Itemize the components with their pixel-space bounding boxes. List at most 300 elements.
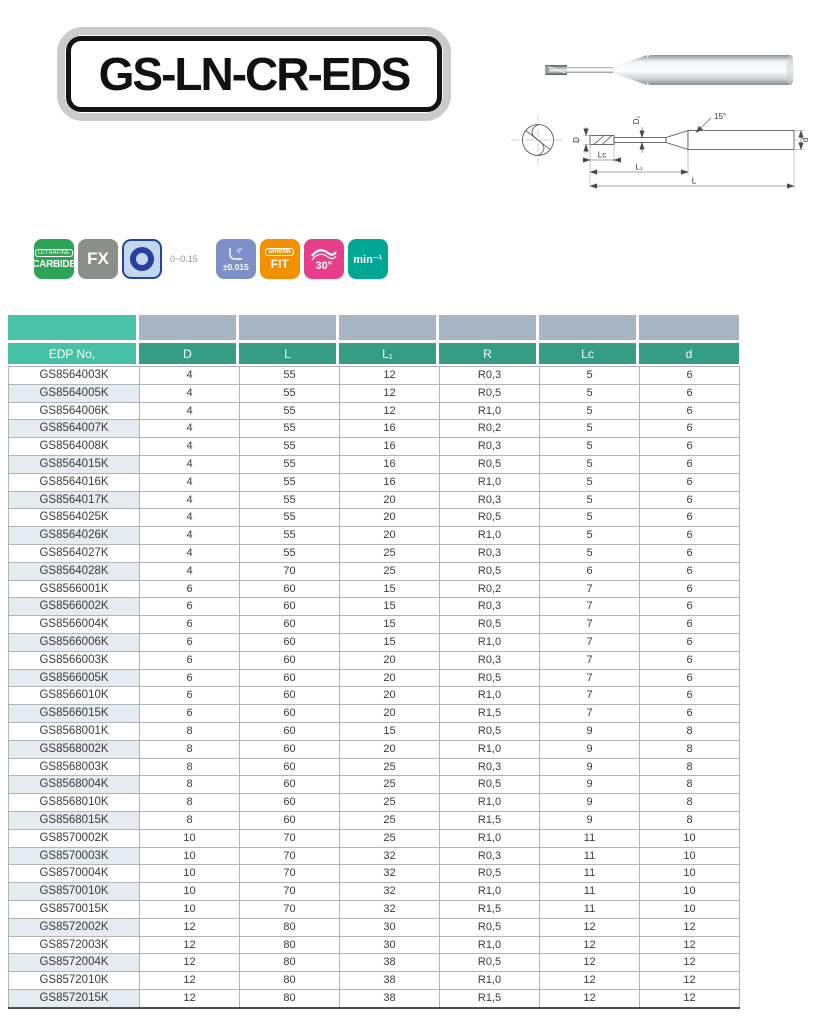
cell-R: R1,0 [440,402,540,420]
cell-L1: 12 [340,367,440,385]
table-body [9,367,740,1008]
cell-R: R0,3 [440,847,540,865]
cell-L1: 30 [340,936,440,954]
table-row [9,954,740,972]
cell-D: 6 [140,633,240,651]
cell-D: 4 [140,420,240,438]
cell-Lc: 7 [540,669,640,687]
cell-D: 4 [140,527,240,545]
table-row [9,367,740,385]
cell-edp-no: GS8564025K [9,509,140,527]
cell-edp-no: GS8564017K [9,491,140,509]
fx-coating-badge [78,239,118,279]
table-row [9,776,740,794]
cell-Lc: 7 [540,598,640,616]
table-row [9,900,740,918]
cell-D: 4 [140,455,240,473]
cell-R: R1,0 [440,740,540,758]
cell-R: R0,5 [440,562,540,580]
cell-L: 80 [240,989,340,1007]
cell-L: 55 [240,367,340,385]
table-row [9,811,740,829]
cell-D: 8 [140,811,240,829]
column-header-Lc: Lc [539,343,636,364]
cell-L: 70 [240,900,340,918]
cell-D: 8 [140,740,240,758]
cell-L1: 32 [340,865,440,883]
table-row [9,758,740,776]
cell-Lc: 5 [540,384,640,402]
cell-R: R0,3 [440,758,540,776]
cell-Lc: 9 [540,776,640,794]
cell-edp-no: GS8572015K [9,989,140,1007]
cell-Lc: 11 [540,865,640,883]
cell-edp-no: GS8568004K [9,776,140,794]
cell-d: 12 [640,936,740,954]
cell-R: R0,5 [440,865,540,883]
cell-d: 10 [640,900,740,918]
cell-Lc: 9 [540,722,640,740]
cell-d: 6 [640,705,740,723]
cell-L1: 25 [340,794,440,812]
cell-L: 70 [240,847,340,865]
cell-D: 10 [140,847,240,865]
end-mill-image [545,55,794,85]
cell-edp-no: GS8564015K [9,455,140,473]
cell-L: 60 [240,705,340,723]
fx-label: FX [87,249,109,268]
feature-badges [34,238,388,280]
cell-D: 10 [140,829,240,847]
cell-L1: 15 [340,580,440,598]
cell-L: 55 [240,455,340,473]
cell-D: 12 [140,936,240,954]
cell-Lc: 5 [540,438,640,456]
cell-Lc: 11 [540,883,640,901]
cell-L: 70 [240,562,340,580]
table-row [9,705,740,723]
cell-Lc: 5 [540,491,640,509]
dimension-L [590,150,794,190]
product-title-inner-frame [66,36,442,112]
table-row [9,438,740,456]
cell-L1: 20 [340,651,440,669]
cell-R: R0,5 [440,954,540,972]
cell-d: 8 [640,740,740,758]
cell-L: 60 [240,687,340,705]
table-row [9,473,740,491]
cell-L: 60 [240,811,340,829]
cell-d: 6 [640,687,740,705]
cell-D: 4 [140,384,240,402]
cell-L1: 32 [340,900,440,918]
cell-D: 4 [140,438,240,456]
cell-Lc: 12 [540,918,640,936]
cell-edp-no: GS8564016K [9,473,140,491]
cell-R: R0,5 [440,384,540,402]
cell-d: 8 [640,722,740,740]
cell-L: 60 [240,669,340,687]
cell-R: R1,0 [440,794,540,812]
cell-d: 6 [640,651,740,669]
cell-edp-no: GS8564007K [9,420,140,438]
cell-L: 70 [240,883,340,901]
cell-d: 6 [640,402,740,420]
table-row [9,972,740,990]
cell-L: 60 [240,740,340,758]
cell-Lc: 7 [540,687,640,705]
cell-R: R0,5 [440,669,540,687]
cell-D: 4 [140,562,240,580]
table-row [9,527,740,545]
cell-L1: 25 [340,811,440,829]
cell-R: R1,0 [440,687,540,705]
cell-Lc: 11 [540,900,640,918]
cell-L1: 16 [340,455,440,473]
cell-D: 8 [140,776,240,794]
cell-D: 4 [140,367,240,385]
cell-L: 60 [240,633,340,651]
cell-D: 4 [140,491,240,509]
cell-R: R0,5 [440,776,540,794]
table-row [9,722,740,740]
cell-edp-no: GS8564008K [9,438,140,456]
cell-Lc: 5 [540,509,640,527]
cell-edp-no: GS8570004K [9,865,140,883]
cell-D: 6 [140,651,240,669]
cell-d: 10 [640,829,740,847]
table-header-row [8,343,740,364]
stripe-cell [8,315,136,340]
table-row [9,562,740,580]
cell-Lc: 7 [540,633,640,651]
table-top-stripe [8,315,740,340]
shrink-label: SHRINK [265,248,294,256]
cell-R: R1,5 [440,811,540,829]
cell-L1: 20 [340,509,440,527]
cell-R: R0,2 [440,420,540,438]
cell-L1: 15 [340,616,440,634]
dim-label-d: d [801,137,810,143]
cell-L: 60 [240,758,340,776]
cell-D: 12 [140,972,240,990]
table-row [9,616,740,634]
table-row [9,491,740,509]
table-row [9,883,740,901]
cell-L: 80 [240,936,340,954]
carbide-label: CARBIDE [32,258,76,270]
cell-R: R0,3 [440,544,540,562]
cell-D: 4 [140,473,240,491]
cell-R: R1,5 [440,900,540,918]
table-row [9,829,740,847]
cell-edp-no: GS8572002K [9,918,140,936]
column-header-d: d [639,343,739,364]
cell-L: 80 [240,972,340,990]
cell-D: 4 [140,509,240,527]
cell-Lc: 7 [540,580,640,598]
stripe-cell [639,315,739,340]
cell-L1: 25 [340,829,440,847]
cell-L1: 12 [340,402,440,420]
dim-label-D1: D₁ [632,115,641,125]
column-header-L1: L₁ [339,343,436,364]
cell-Lc: 7 [540,705,640,723]
cell-d: 12 [640,954,740,972]
column-header-L: L [239,343,336,364]
cell-L1: 20 [340,687,440,705]
ultrafine-carbide-badge [34,239,74,279]
cell-Lc: 9 [540,758,640,776]
cell-edp-no: GS8566004K [9,616,140,634]
cell-d: 6 [640,633,740,651]
cell-d: 6 [640,420,740,438]
cell-L1: 25 [340,776,440,794]
cell-R: R0,2 [440,580,540,598]
cell-Lc: 12 [540,989,640,1007]
cell-Lc: 5 [540,455,640,473]
column-header-R: R [439,343,536,364]
cell-L1: 16 [340,473,440,491]
cell-D: 6 [140,616,240,634]
cell-edp-no: GS8566002K [9,598,140,616]
cell-L1: 12 [340,384,440,402]
cell-d: 6 [640,669,740,687]
cell-d: 10 [640,865,740,883]
cell-d: 12 [640,972,740,990]
cell-D: 6 [140,598,240,616]
cell-R: R1,5 [440,705,540,723]
cell-d: 6 [640,562,740,580]
cell-R: R0,3 [440,491,540,509]
cell-D: 6 [140,580,240,598]
corner-radius-icon [227,247,245,261]
cell-L: 60 [240,794,340,812]
cell-d: 6 [640,616,740,634]
cell-L1: 32 [340,883,440,901]
cell-d: 6 [640,455,740,473]
cell-L1: 16 [340,438,440,456]
rpm-label: min⁻¹ [353,253,383,266]
table-row [9,420,740,438]
table-row [9,598,740,616]
dimension-drawing [498,106,812,200]
cell-L: 60 [240,776,340,794]
cell-edp-no: GS8568010K [9,794,140,812]
dim-label-L1: L₁ [635,162,643,172]
end-mill-photo [533,40,805,100]
table-row [9,936,740,954]
cell-Lc: 5 [540,402,640,420]
circle-icon [130,247,154,271]
table-row [9,633,740,651]
cell-D: 12 [140,954,240,972]
cell-edp-no: GS8570003K [9,847,140,865]
cell-d: 6 [640,509,740,527]
cell-Lc: 12 [540,972,640,990]
cell-L: 80 [240,918,340,936]
cell-L: 55 [240,509,340,527]
tolerance-badge [216,239,256,279]
cell-L: 60 [240,722,340,740]
cell-L1: 32 [340,847,440,865]
cell-L1: 25 [340,758,440,776]
cell-edp-no: GS8564026K [9,527,140,545]
cell-L1: 25 [340,544,440,562]
cell-edp-no: GS8572003K [9,936,140,954]
cell-L: 55 [240,420,340,438]
cell-L: 55 [240,473,340,491]
helix-wave-icon [311,247,337,261]
cell-edp-no: GS8564005K [9,384,140,402]
cell-L: 55 [240,491,340,509]
cell-L1: 20 [340,491,440,509]
cell-R: R0,5 [440,722,540,740]
angle-label: 15° [714,112,727,121]
table-row [9,651,740,669]
dimension-Lc [583,145,621,187]
cell-d: 6 [640,438,740,456]
ultrafine-label: ULTRAFINE [35,249,73,257]
stripe-cell [139,315,236,340]
cell-d: 12 [640,989,740,1007]
cell-D: 4 [140,544,240,562]
cell-L: 60 [240,580,340,598]
table-row [9,989,740,1007]
cell-L1: 25 [340,562,440,580]
cell-edp-no: GS8566010K [9,687,140,705]
cell-L: 60 [240,616,340,634]
cell-d: 6 [640,598,740,616]
cell-L: 60 [240,598,340,616]
table-row [9,402,740,420]
stripe-cell [339,315,436,340]
cell-edp-no: GS8570010K [9,883,140,901]
table-row [9,918,740,936]
cell-D: 12 [140,918,240,936]
cell-R: R0,5 [440,455,540,473]
dimension-angle [696,112,726,133]
table-row [9,455,740,473]
table-row [9,794,740,812]
cell-R: R1,0 [440,829,540,847]
cell-L: 55 [240,527,340,545]
cell-edp-no: GS8570002K [9,829,140,847]
cell-L1: 16 [340,420,440,438]
cell-edp-no: GS8568003K [9,758,140,776]
cell-D: 6 [140,705,240,723]
cell-edp-no: GS8566003K [9,651,140,669]
fit-label: FIT [270,256,289,271]
cell-R: R0,3 [440,438,540,456]
cell-Lc: 7 [540,616,640,634]
cell-d: 6 [640,491,740,509]
cell-Lc: 9 [540,794,640,812]
dim-label-D: D [572,137,581,143]
cell-Lc: 9 [540,811,640,829]
cell-d: 10 [640,847,740,865]
cell-D: 12 [140,989,240,1007]
cell-L1: 20 [340,669,440,687]
cell-d: 6 [640,473,740,491]
cell-d: 6 [640,367,740,385]
column-header-D: D [139,343,236,364]
spec-data-table [8,366,740,1009]
spec-table [8,315,740,1009]
cell-R: R1,0 [440,936,540,954]
cell-R: R0,3 [440,651,540,669]
cell-d: 6 [640,544,740,562]
cell-R: R1,0 [440,527,540,545]
radius-range-text: 0~0.15 [170,254,198,264]
cell-edp-no: GS8566015K [9,705,140,723]
cell-L: 55 [240,384,340,402]
cell-D: 10 [140,865,240,883]
cell-d: 6 [640,384,740,402]
cell-L1: 38 [340,954,440,972]
cell-D: 6 [140,669,240,687]
cell-R: R0,5 [440,918,540,936]
cell-d: 8 [640,776,740,794]
cell-Lc: 5 [540,367,640,385]
helix-angle-value: 30° [315,259,333,272]
end-view [511,115,565,165]
table-row [9,544,740,562]
product-title: GS-LN-CR-EDS [98,48,410,100]
cell-edp-no: GS8564003K [9,367,140,385]
cell-L1: 20 [340,527,440,545]
cell-R: R0,3 [440,598,540,616]
cell-L1: 30 [340,918,440,936]
cell-D: 8 [140,758,240,776]
cell-R: R0,3 [440,367,540,385]
cell-D: 8 [140,794,240,812]
table-row [9,580,740,598]
dim-label-L: L [691,176,697,186]
cell-d: 8 [640,811,740,829]
helix-angle-badge [304,239,344,279]
cell-D: 4 [140,402,240,420]
cell-Lc: 11 [540,829,640,847]
cell-edp-no: GS8570015K [9,900,140,918]
table-row [9,509,740,527]
cell-L: 55 [240,402,340,420]
cell-Lc: 6 [540,562,640,580]
cell-edp-no: GS8564027K [9,544,140,562]
cell-D: 8 [140,722,240,740]
cell-Lc: 12 [540,936,640,954]
cell-L1: 15 [340,598,440,616]
cell-L: 70 [240,829,340,847]
cell-L: 80 [240,954,340,972]
cell-L: 70 [240,865,340,883]
cell-edp-no: GS8566006K [9,633,140,651]
table-row [9,865,740,883]
svg-text:R: R [238,246,243,252]
cell-d: 10 [640,883,740,901]
cell-edp-no: GS8566001K [9,580,140,598]
cell-Lc: 5 [540,473,640,491]
cell-L1: 20 [340,705,440,723]
stripe-cell [239,315,336,340]
cell-L: 55 [240,544,340,562]
cell-L1: 38 [340,972,440,990]
cell-Lc: 7 [540,651,640,669]
cell-D: 6 [140,687,240,705]
cell-Lc: 9 [540,740,640,758]
cell-edp-no: GS8568001K [9,722,140,740]
cell-d: 12 [640,918,740,936]
